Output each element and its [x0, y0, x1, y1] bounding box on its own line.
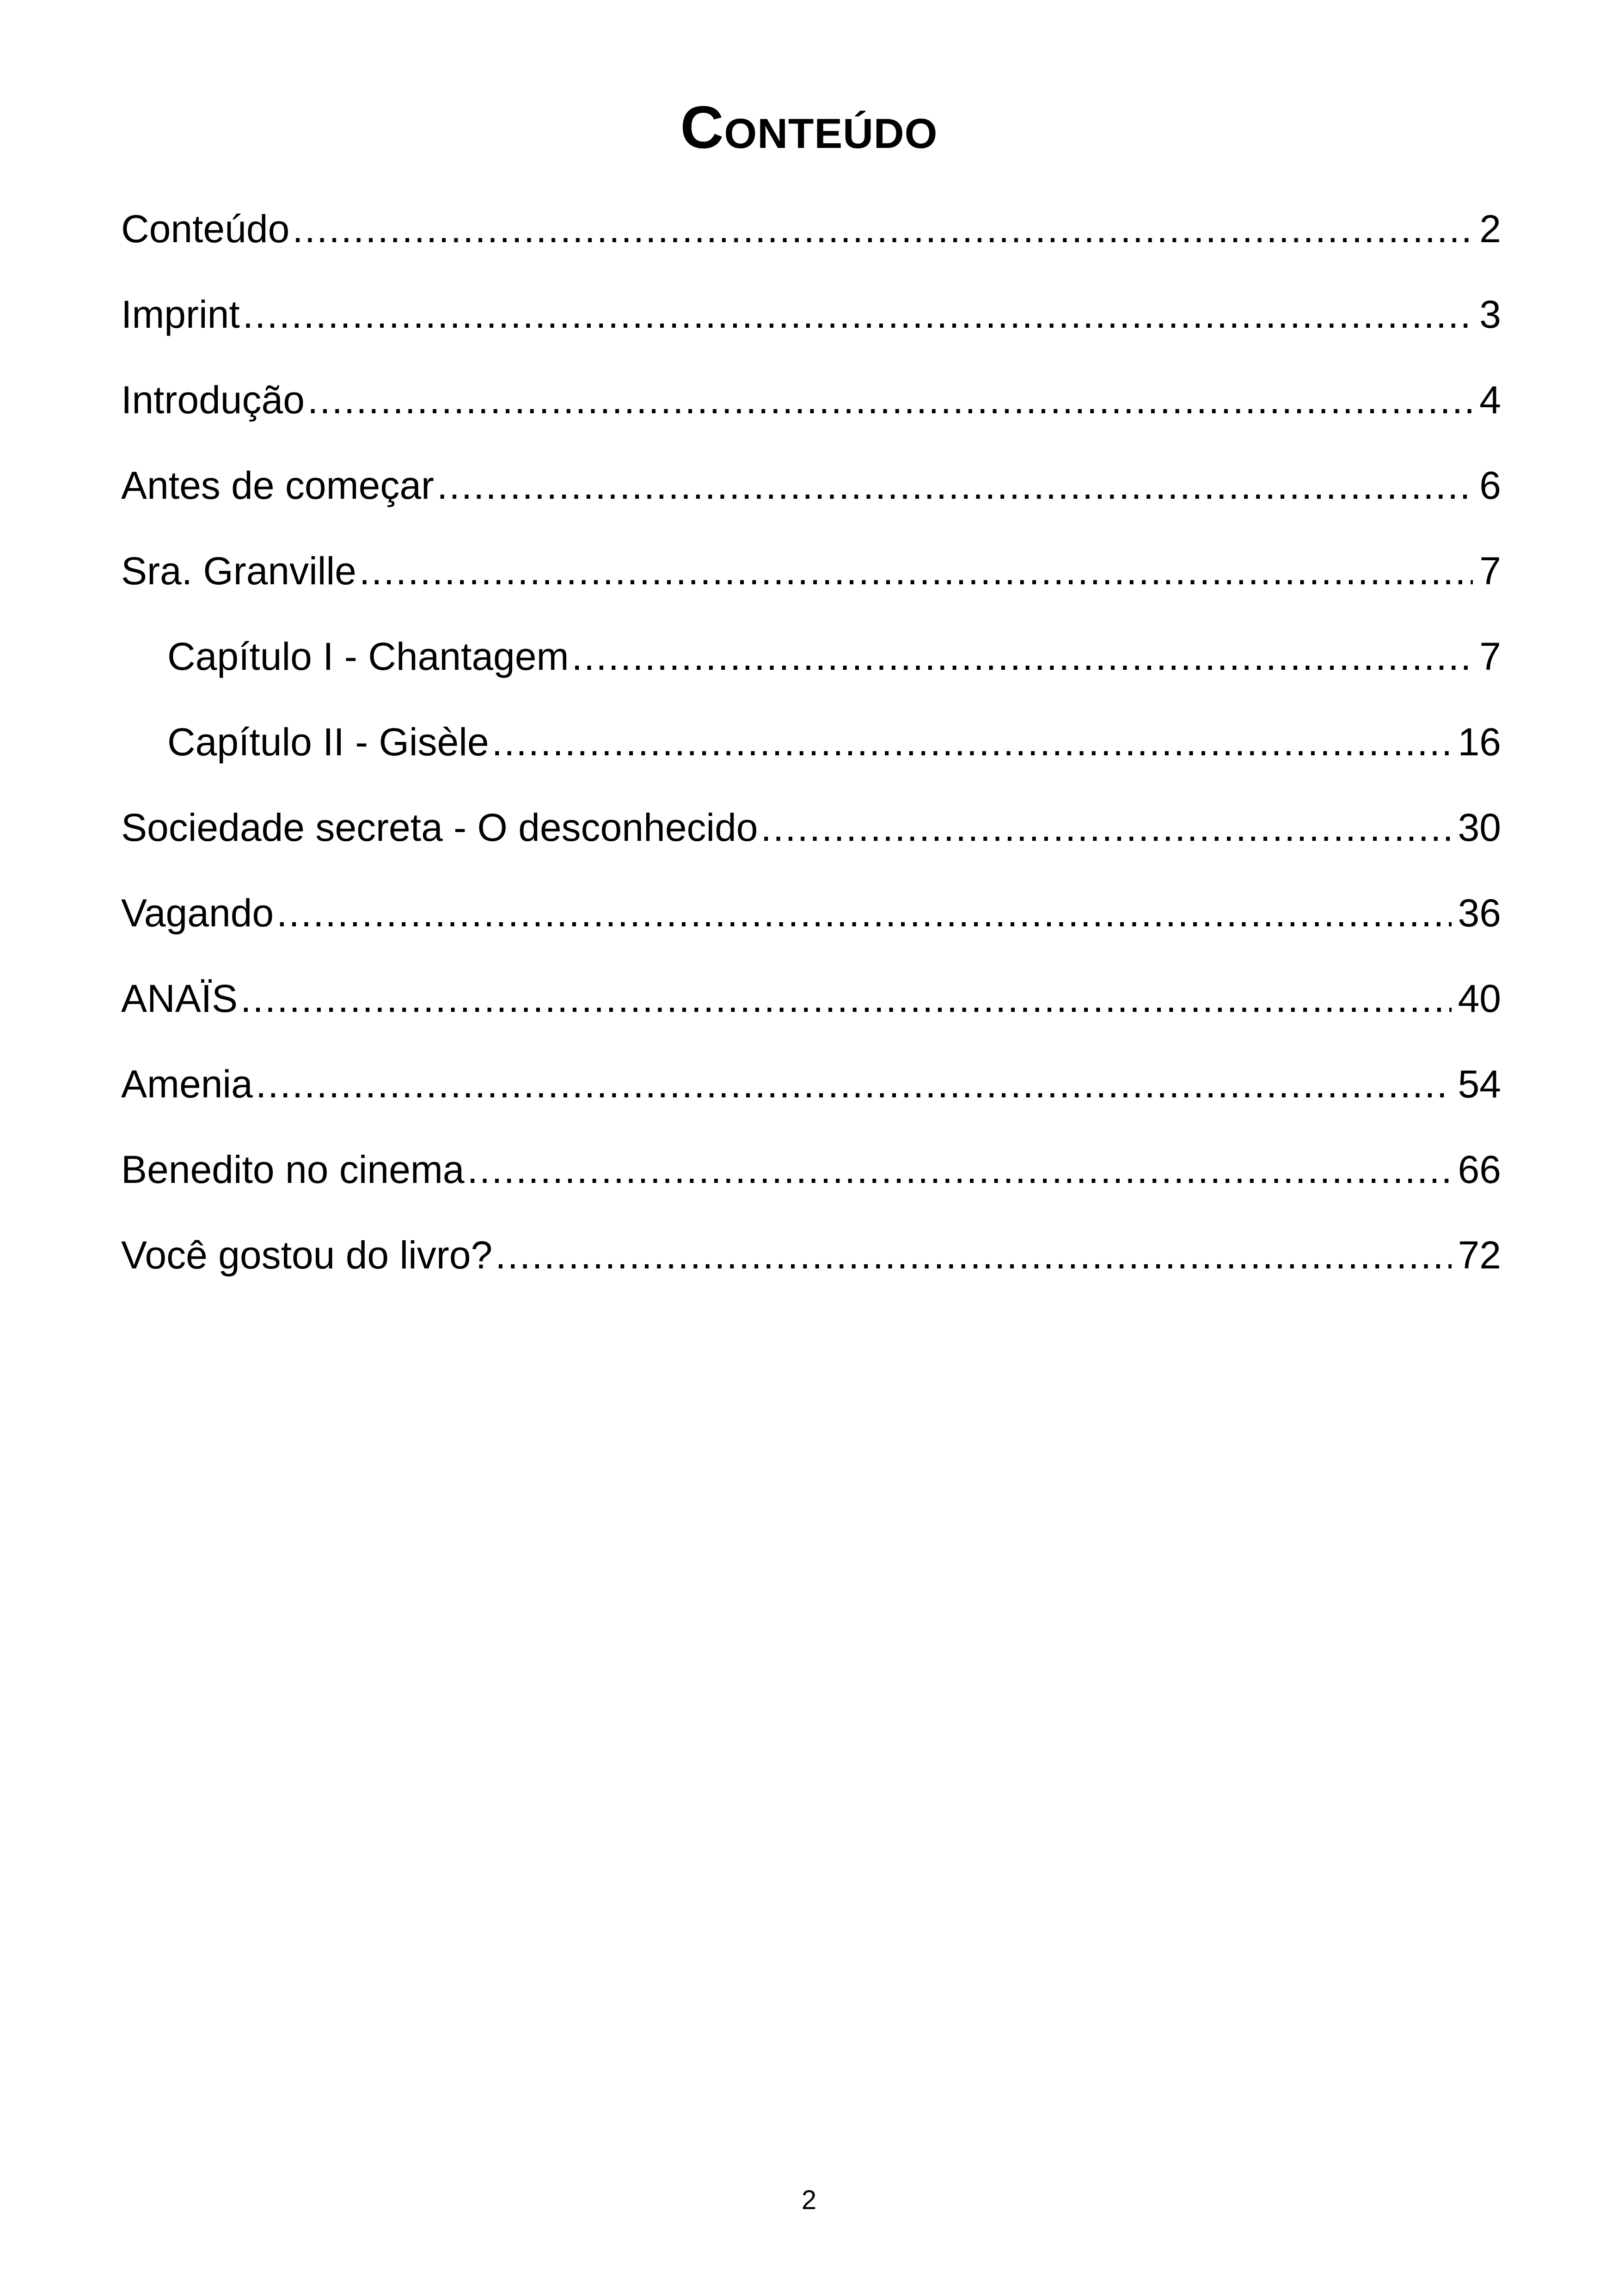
toc-leader-dots — [256, 1049, 1452, 1119]
toc-subentry[interactable] — [121, 622, 1501, 707]
toc-entry-label: Conteúdo — [121, 207, 290, 251]
toc-entry-label: Capítulo II - Gisèle — [167, 720, 489, 764]
toc-entry-page: 36 — [1458, 891, 1501, 935]
toc-entry-page: 7 — [1479, 549, 1501, 593]
toc-entry-label: Amenia — [121, 1062, 253, 1106]
toc-entry-page: 7 — [1479, 635, 1501, 678]
toc-entry-label: Imprint — [121, 293, 240, 336]
toc-entry-page: 54 — [1458, 1062, 1501, 1106]
toc-leader-dots — [307, 365, 1473, 435]
toc-leader-dots — [492, 707, 1452, 777]
toc-leader-dots — [467, 1135, 1452, 1204]
toc-entry[interactable] — [121, 1220, 1501, 1306]
toc-leader-dots — [359, 536, 1473, 606]
toc-entry-label: Capítulo I - Chantagem — [167, 635, 569, 678]
toc-leader-dots — [276, 878, 1451, 948]
toc-entry-label: Vagando — [121, 891, 274, 935]
toc-entry[interactable] — [121, 1049, 1501, 1135]
toc-entry[interactable] — [121, 964, 1501, 1049]
toc-entry-label: Sra. Granville — [121, 549, 356, 593]
toc-entry-page: 72 — [1458, 1233, 1501, 1277]
toc-leader-dots — [571, 622, 1473, 691]
toc-entry[interactable] — [121, 1135, 1501, 1220]
toc-entry-label: Você gostou do livro? — [121, 1233, 493, 1277]
toc-entry-page: 40 — [1458, 977, 1501, 1020]
toc-leader-dots — [437, 451, 1473, 520]
page-number: 2 — [801, 2185, 817, 2215]
toc-leader-dots — [761, 793, 1452, 862]
toc-entry[interactable] — [121, 194, 1501, 280]
toc-entry-label: Introdução — [121, 378, 305, 422]
toc-entry-label: Sociedade secreta - O desconhecido — [121, 806, 758, 849]
toc-entry[interactable] — [121, 365, 1501, 451]
toc-entry-page: 16 — [1458, 720, 1501, 764]
toc-entry-page: 3 — [1479, 293, 1501, 336]
table-of-contents — [121, 194, 1501, 1306]
toc-entry[interactable] — [121, 280, 1501, 365]
toc-entry-page: 4 — [1479, 378, 1501, 422]
toc-entry[interactable] — [121, 793, 1501, 878]
toc-entry[interactable] — [121, 878, 1501, 964]
toc-leader-dots — [243, 280, 1473, 349]
toc-entry-page: 66 — [1458, 1148, 1501, 1191]
toc-leader-dots — [495, 1220, 1451, 1290]
page-title: Conteúdo — [680, 93, 938, 161]
toc-entry-page: 6 — [1479, 464, 1501, 507]
toc-entry[interactable] — [121, 451, 1501, 536]
toc-subentry[interactable] — [121, 707, 1501, 793]
toc-entry-page: 30 — [1458, 806, 1501, 849]
toc-entry-label: ANAÏS — [121, 977, 238, 1020]
toc-entry-page: 2 — [1479, 207, 1501, 251]
toc-entry-label: Benedito no cinema — [121, 1148, 465, 1191]
toc-entry[interactable] — [121, 536, 1501, 622]
toc-entry-label: Antes de começar — [121, 464, 435, 507]
toc-leader-dots — [240, 964, 1451, 1033]
toc-leader-dots — [292, 194, 1473, 263]
